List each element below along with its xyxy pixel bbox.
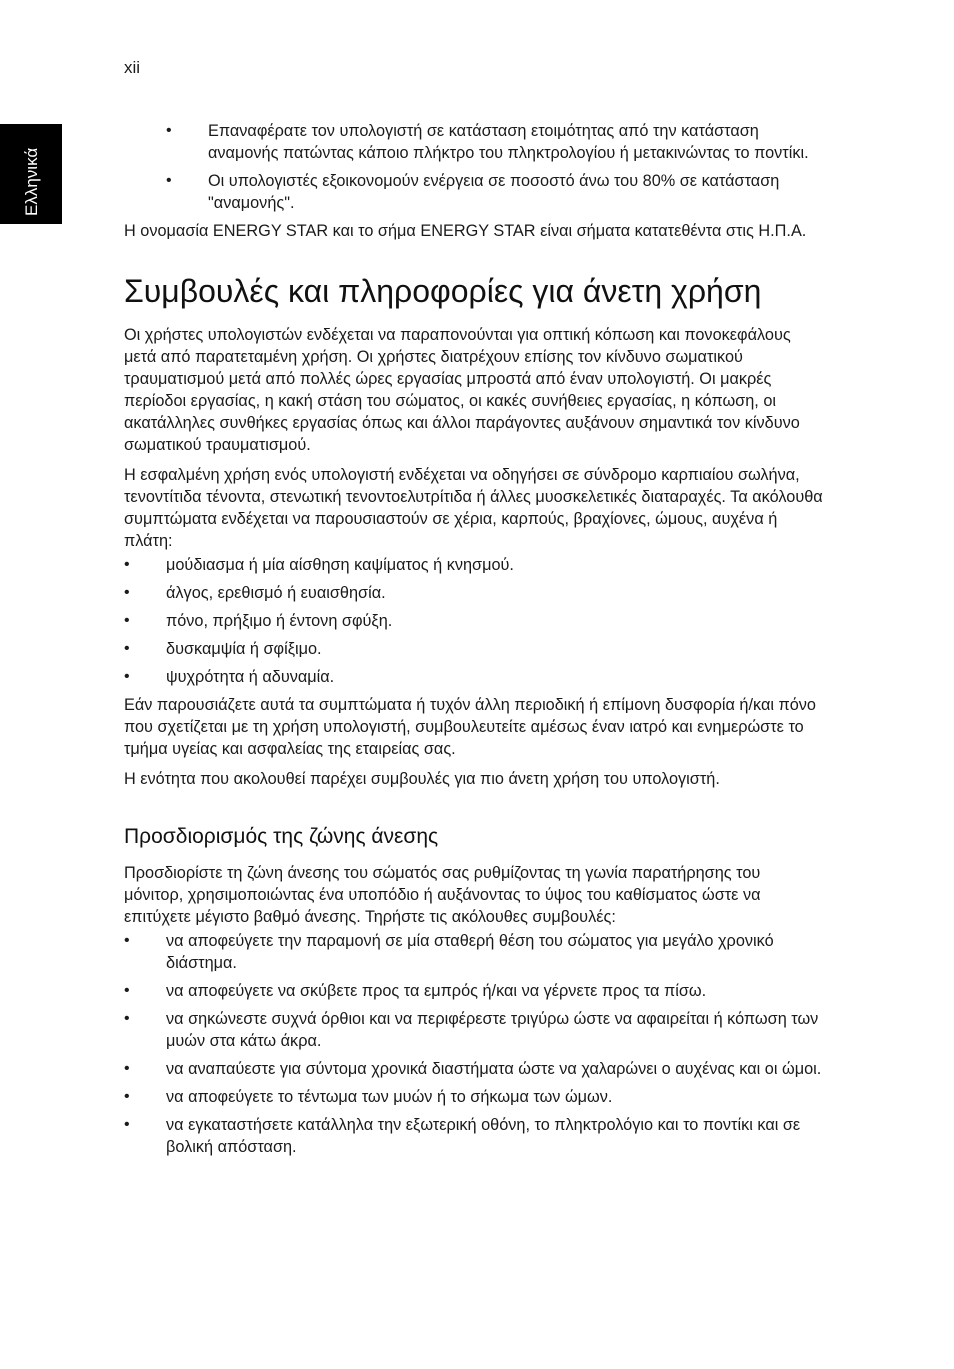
paragraph: Η εσφαλμένη χρήση ενός υπολογιστή ενδέχεται να οδηγήσει σε σύνδρομο καρπιαίου σωλήνα, τενοντίτιδα τένοντα, στενωτική τενοντοελυτρίτιδα ή άλλες μυοσκελετικές διαταραχές. Τα ακόλουθα συμπτώματα ενδέχεται να παρουσιαστούν σε χέρια, καρπούς, βραχίονες, ώμους, αυχένα ή πλάτη:	[124, 466, 823, 550]
page-content	[124, 120, 824, 1164]
list-item: • δυσκαμψία ή σφίξιμο.	[124, 640, 322, 658]
list-item: • ψυχρότητα ή αδυναμία.	[124, 668, 335, 686]
language-side-tab-label: Ελληνικά	[22, 147, 41, 216]
symptom-list	[124, 554, 824, 688]
list-item: • να σηκώνεστε συχνά όρθιοι και να περιφέρεστε τριγύρω ώστε να αφαιρείται ή κόπωση των μυών στα κάτω άκρα.	[124, 1010, 819, 1050]
bullet-icon: •	[124, 1116, 130, 1133]
paragraph: Η ενότητα που ακολουθεί παρέχει συμβουλές για πιο άνετη χρήση του υπολογιστή.	[124, 770, 720, 788]
bullet-icon: •	[124, 1010, 130, 1027]
comfort-tips-list	[124, 930, 824, 1158]
list-item: • να αναπαύεστε για σύντομα χρονικά διαστήματα ώστε να χαλαρώνει ο αυχένας και οι ώμοι.	[124, 1060, 822, 1078]
list-item: • μούδιασμα ή μία αίσθηση καψίματος ή κνησμού.	[124, 556, 514, 574]
list-item: • πόνο, πρήξιμο ή έντονη σφύξη.	[124, 612, 393, 630]
energy-bullet-list	[124, 120, 824, 214]
bullet-icon: •	[124, 556, 130, 573]
paragraph: Εάν παρουσιάζετε αυτά τα συμπτώματα ή τυχόν άλλη περιοδική ή επίμονη δυσφορία ή/και πόνο που σχετίζεται με τη χρήση υπολογιστή, συμβουλευτείτε αμέσως έναν ιατρό και ενημερώστε το τμήμα υγείας και ασφαλείας της εταιρείας σας.	[124, 696, 816, 758]
bullet-icon: •	[124, 640, 130, 657]
bullet-icon: •	[124, 668, 130, 685]
list-item: • να εγκαταστήσετε κατάλληλα την εξωτερική οθόνη, το πληκτρολόγιο και το ποντίκι και σε βολική απόσταση.	[124, 1116, 801, 1156]
bullet-icon: •	[124, 1060, 130, 1077]
subsection-title: Προσδιορισμός της ζώνης άνεσης	[124, 825, 439, 848]
bullet-icon: •	[166, 172, 172, 189]
list-item: • να αποφεύγετε να σκύβετε προς τα εμπρός ή/και να γέρνετε προς τα πίσω.	[124, 982, 707, 1000]
paragraph: Προσδιορίστε τη ζώνη άνεσης του σώματός σας ρυθμίζοντας τη γωνία παρατήρησης του μόνιτορ, χρησιμοποιώντας ένα υποπόδιο ή αυξάνοντας το ύψος του καθίσματος ώστε να επιτύχετε μέγιστο βαθμό άνεσης. Τηρήστε τις ακόλουθες συμβουλές:	[124, 864, 761, 926]
bullet-icon: •	[166, 122, 172, 139]
list-item: • άλγος, ερεθισμό ή ευαισθησία.	[124, 584, 386, 602]
bullet-icon: •	[124, 982, 130, 999]
list-item: • να αποφεύγετε την παραμονή σε μία σταθερή θέση του σώματος για μεγάλο χρονικό διάστημα.	[124, 932, 774, 972]
section-title: Συμβουλές και πληροφορίες για άνετη χρήση	[124, 273, 762, 309]
bullet-icon: •	[124, 932, 130, 949]
bullet-icon: •	[124, 1088, 130, 1105]
list-item: • να αποφεύγετε το τέντωμα των μυών ή το σήκωμα των ώμων.	[124, 1088, 613, 1106]
page-number: xii	[124, 58, 141, 77]
list-item: • Επαναφέρατε τον υπολογιστή σε κατάσταση ετοιμότητας από την κατάσταση αναμονής πατώντας κάποιο πλήκτρο του πληκτρολογίου ή μετακινώντας το ποντίκι.	[166, 122, 809, 162]
list-item: • Οι υπολογιστές εξοικονομούν ενέργεια σε ποσοστό άνω του 80% σε κατάσταση "αναμονής".	[166, 172, 780, 212]
trademark-note: Η ονομασία ENERGY STAR και το σήμα ENERGY STAR είναι σήματα κατατεθέντα στις Η.Π.Α.	[124, 222, 807, 240]
bullet-icon: •	[124, 612, 130, 629]
paragraph: Οι χρήστες υπολογιστών ενδέχεται να παραπονούνται για οπτική κόπωση και πονοκεφάλους μετά από παρατεταμένη χρήση. Οι χρήστες διατρέχουν επίσης τον κίνδυνο σωματικού τραυματισμού μετά από πολλές ώρες εργασίας μπροστά από έναν υπολογιστή. Οι μακρές περίοδοι εργασίας, η κακή στάση του σώματος, οι κακές συνήθειες εργασίας, η κόπωση, οι ακατάλληλες συνθήκες εργασίας όπως και άλλοι παράγοντες αυξάνουν σημαντικά τον κίνδυνο σωματικού τραυματισμού.	[124, 326, 800, 454]
bullet-icon: •	[124, 584, 130, 601]
